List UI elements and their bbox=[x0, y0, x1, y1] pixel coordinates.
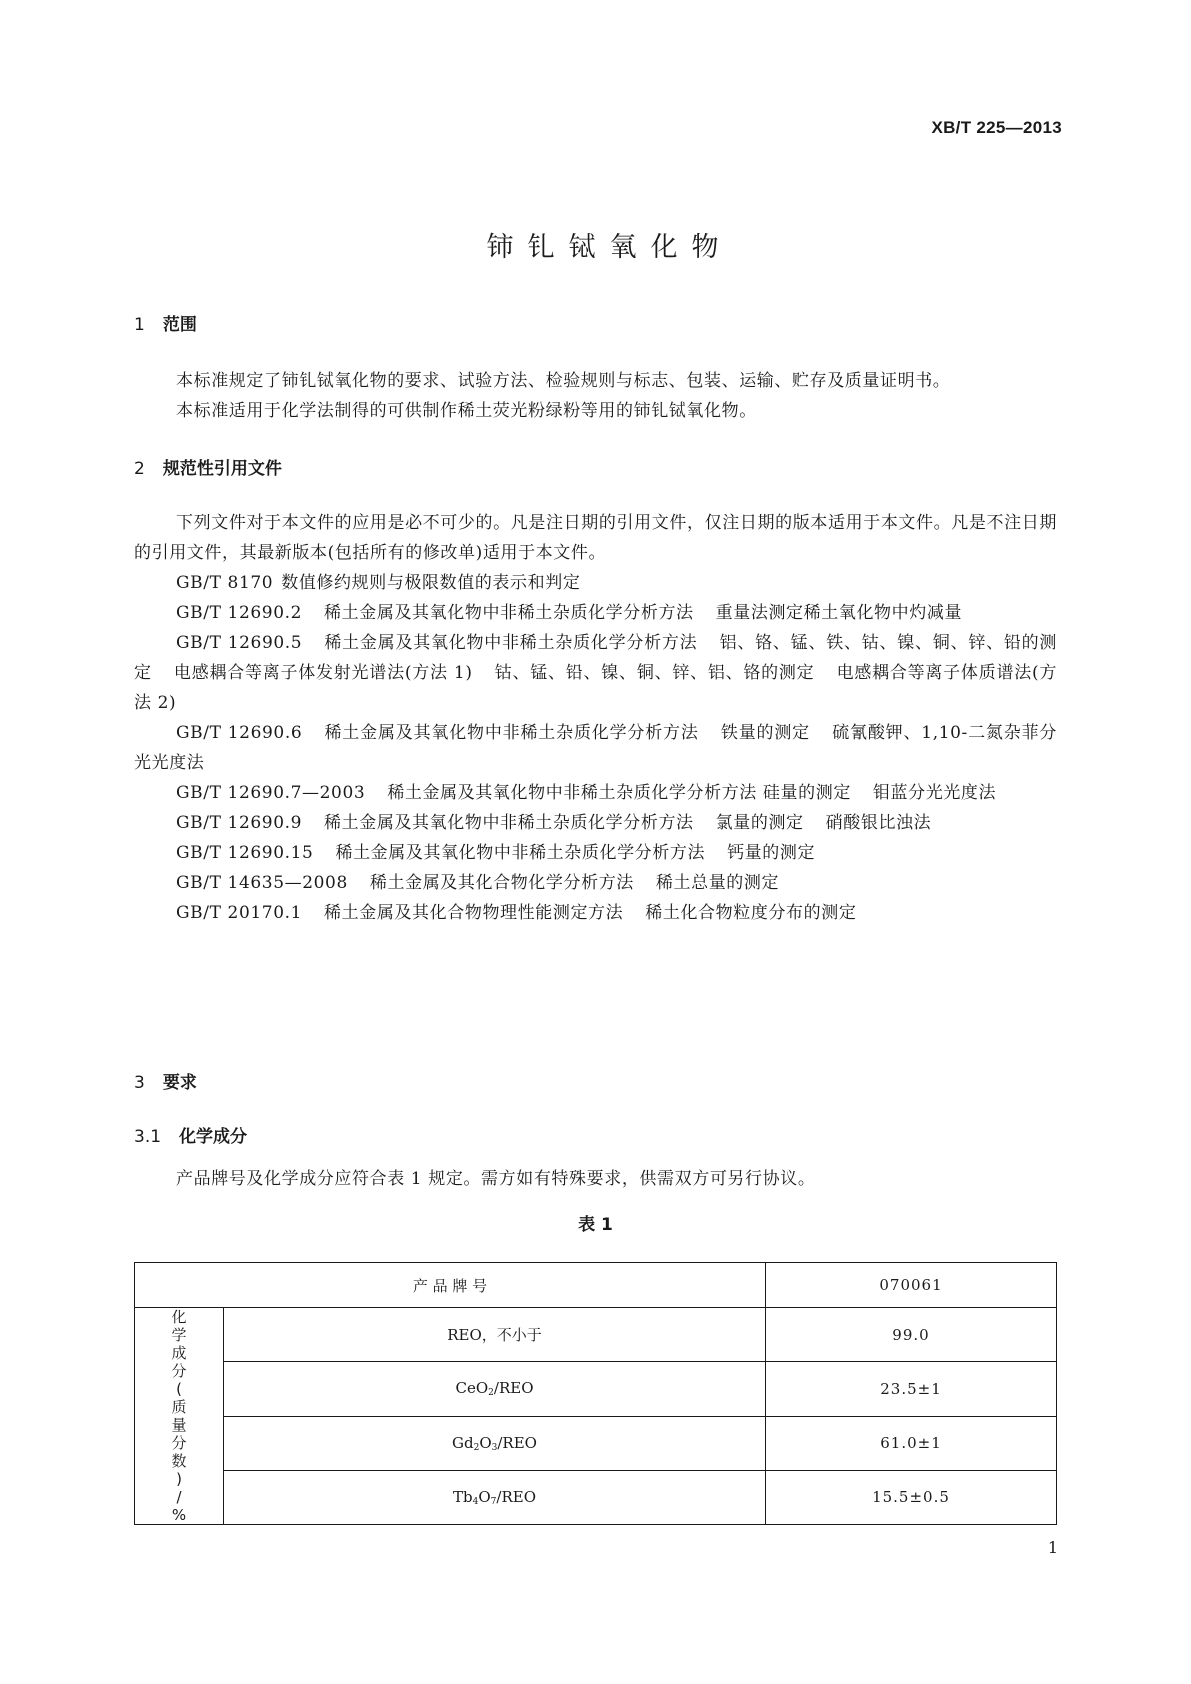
section-3-1-heading bbox=[134, 1122, 247, 1147]
reference-text: 铝、铬、锰、铁、钴、镍、铜、锌、铅的测定 bbox=[134, 633, 1057, 683]
formula-part: Tb bbox=[453, 1487, 473, 1506]
table-row bbox=[135, 1362, 1057, 1416]
reference-code: GB/T 12690.2 bbox=[176, 603, 303, 623]
formula-subscript: 4 bbox=[472, 1496, 479, 1507]
table-caption: 表 1 bbox=[578, 1215, 613, 1235]
reference-text: 铁量的测定 bbox=[720, 723, 810, 743]
reference-text: 钴、锰、铅、镍、铜、锌、铝、铬的测定 bbox=[494, 663, 815, 683]
reference-item bbox=[134, 838, 1057, 868]
side-label-char: 成 bbox=[171, 1344, 187, 1362]
paragraph: 产品牌号及化学成分应符合表 1 规定。需方如有特殊要求，供需双方可另行协议。 bbox=[176, 1169, 816, 1189]
standard-number: XB/T 225—2013 bbox=[931, 118, 1062, 137]
formula-part: O bbox=[478, 1487, 491, 1506]
section-1-heading bbox=[134, 310, 197, 335]
formula-subscript: 2 bbox=[488, 1388, 494, 1399]
reference-text: 钙量的测定 bbox=[727, 843, 816, 863]
reference-item bbox=[134, 898, 1057, 928]
table-row bbox=[135, 1470, 1057, 1524]
value-cell: 23.5±1 bbox=[766, 1362, 1057, 1416]
section-3-1-body bbox=[134, 1164, 1057, 1194]
formula-part: Gd bbox=[452, 1433, 474, 1452]
table-header-row bbox=[135, 1263, 1057, 1308]
reference-text: 稀土总量的测定 bbox=[655, 873, 780, 893]
paragraph: 本标准适用于化学法制得的可供制作稀土荧光粉绿粉等用的铈钆铽氧化物。 bbox=[176, 401, 757, 421]
section-1-body bbox=[134, 366, 1057, 426]
formula-part: /REO bbox=[493, 1379, 534, 1398]
formula-subscript: 3 bbox=[491, 1442, 498, 1453]
reference-code: GB/T 12690.6 bbox=[176, 723, 303, 743]
reference-item bbox=[134, 628, 1057, 718]
item-cell bbox=[224, 1416, 766, 1470]
reference-text: 电感耦合等离子体发射光谱法(方法 1) bbox=[173, 663, 473, 683]
table-row bbox=[135, 1308, 1057, 1362]
section-2-heading bbox=[134, 454, 282, 479]
reference-item bbox=[134, 808, 1057, 838]
section-number: 2 bbox=[134, 459, 145, 479]
side-label-char: ) bbox=[176, 1470, 182, 1488]
reference-text: 数值修约规则与极限数值的表示和判定 bbox=[281, 573, 581, 593]
reference-text: 稀土金属及其氧化物中非稀土杂质化学分析方法 bbox=[324, 633, 698, 653]
value-cell: 15.5±0.5 bbox=[766, 1470, 1057, 1524]
section-number: 1 bbox=[134, 315, 145, 335]
reference-item bbox=[134, 568, 1057, 598]
reference-text: 稀土金属及其氧化物中非稀土杂质化学分析方法 硅量的测定 bbox=[387, 783, 851, 803]
paragraph: 本标准规定了铈钆铽氧化物的要求、试验方法、检验规则与标志、包装、运输、贮存及质量证明书。 bbox=[176, 371, 951, 391]
side-label-char: / bbox=[176, 1488, 182, 1506]
formula-part: O bbox=[479, 1433, 492, 1452]
formula-subscript: 7 bbox=[490, 1496, 497, 1507]
side-label-char: 量 bbox=[171, 1416, 187, 1434]
section-title: 要求 bbox=[162, 1073, 197, 1093]
reference-text: 稀土金属及其氧化物中非稀土杂质化学分析方法 bbox=[324, 603, 694, 623]
reference-code: GB/T 12690.9 bbox=[176, 813, 303, 833]
page-number: 1 bbox=[1047, 1538, 1058, 1557]
reference-code: GB/T 12690.5 bbox=[176, 633, 303, 653]
section-title: 范围 bbox=[162, 315, 197, 335]
reference-item bbox=[134, 718, 1057, 778]
reference-code: GB/T 12690.15 bbox=[176, 843, 314, 863]
reference-code: GB/T 14635—2008 bbox=[176, 873, 348, 893]
value-cell: 99.0 bbox=[766, 1308, 1057, 1362]
side-label bbox=[135, 1308, 224, 1525]
header-label: 产 品 牌 号 bbox=[135, 1263, 766, 1308]
value-cell: 61.0±1 bbox=[766, 1416, 1057, 1470]
chemical-composition-table bbox=[134, 1262, 1057, 1525]
section-number: 3.1 bbox=[134, 1127, 162, 1147]
reference-text: 钼蓝分光光度法 bbox=[872, 783, 997, 803]
reference-text: 稀土金属及其氧化物中非稀土杂质化学分析方法 bbox=[324, 813, 694, 833]
section-title: 规范性引用文件 bbox=[162, 459, 282, 479]
reference-code: GB/T 20170.1 bbox=[176, 903, 303, 923]
side-label-char: 分 bbox=[171, 1362, 187, 1380]
table-row bbox=[135, 1416, 1057, 1470]
formula-part: CeO bbox=[455, 1379, 489, 1398]
side-label-char: 分 bbox=[171, 1434, 187, 1452]
reference-text: 稀土金属及其化合物化学分析方法 bbox=[369, 873, 634, 893]
reference-item bbox=[134, 868, 1057, 898]
header-grade: 070061 bbox=[766, 1263, 1057, 1308]
reference-item bbox=[134, 598, 1057, 628]
reference-code: GB/T 12690.7—2003 bbox=[176, 783, 366, 803]
reference-text: 稀土化合物粒度分布的测定 bbox=[645, 903, 857, 923]
side-label-char: 质 bbox=[171, 1398, 187, 1416]
side-label-char: 化 bbox=[171, 1308, 187, 1326]
section-3-heading bbox=[134, 1068, 197, 1093]
side-label-char: 学 bbox=[171, 1326, 187, 1344]
side-label-char: 数 bbox=[171, 1452, 187, 1470]
section-number: 3 bbox=[134, 1073, 145, 1093]
section-title: 化学成分 bbox=[179, 1127, 248, 1147]
reference-text: 硫氰酸钾、1,10-二氮杂菲分光光度法 bbox=[134, 723, 1057, 773]
item-cell bbox=[224, 1470, 766, 1524]
document-title: 铈钆铽氧化物 bbox=[486, 232, 733, 263]
formula-part: /REO bbox=[496, 1487, 536, 1506]
reference-text: 电感耦合等离子体质谱法(方法 2) bbox=[134, 663, 1057, 713]
reference-text: 氯量的测定 bbox=[715, 813, 804, 833]
reference-text: 稀土金属及其氧化物中非稀土杂质化学分析方法 bbox=[335, 843, 706, 863]
formula-subscript: 2 bbox=[473, 1442, 480, 1453]
reference-text: 稀土金属及其氧化物中非稀土杂质化学分析方法 bbox=[324, 723, 699, 743]
reference-text: 硝酸银比浊法 bbox=[825, 813, 932, 833]
reference-item bbox=[134, 778, 1057, 808]
reference-text: 稀土金属及其化合物物理性能测定方法 bbox=[324, 903, 624, 923]
formula-part: /REO bbox=[497, 1433, 537, 1452]
item-cell: REO，不小于 bbox=[224, 1308, 766, 1362]
section-2-body bbox=[134, 508, 1057, 928]
reference-code: GB/T 8170 bbox=[176, 573, 274, 593]
reference-text: 重量法测定稀土氧化物中灼减量 bbox=[715, 603, 963, 623]
item-cell bbox=[224, 1362, 766, 1416]
intro-paragraph: 下列文件对于本文件的应用是必不可少的。凡是注日期的引用文件，仅注日期的版本适用于本文件。凡是不注日期的引用文件，其最新版本(包括所有的修改单)适用于本文件。 bbox=[134, 513, 1057, 563]
side-label-char: % bbox=[171, 1506, 187, 1524]
side-label-char: ( bbox=[176, 1380, 182, 1398]
